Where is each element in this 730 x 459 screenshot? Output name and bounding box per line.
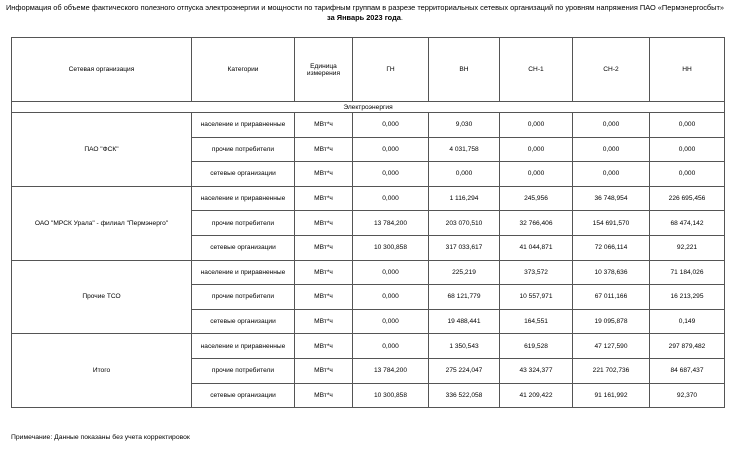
cell-gn: 13 784,200 <box>353 358 429 383</box>
cell-sn2: 0,000 <box>573 113 650 138</box>
cell-unit: МВт*ч <box>295 137 353 162</box>
cell-category: население и приравненные <box>192 186 295 211</box>
header-category: Категории <box>192 38 295 102</box>
cell-sn1: 0,000 <box>500 137 573 162</box>
cell-category: население и приравненные <box>192 260 295 285</box>
cell-nn: 0,149 <box>650 309 725 334</box>
cell-sn2: 91 161,992 <box>573 383 650 408</box>
cell-unit: МВт*ч <box>295 358 353 383</box>
cell-sn1: 0,000 <box>500 162 573 187</box>
cell-unit: МВт*ч <box>295 260 353 285</box>
cell-vn: 225,219 <box>429 260 500 285</box>
cell-category: сетевые организации <box>192 162 295 187</box>
org-name: Прочие ТСО <box>12 260 192 334</box>
cell-sn1: 41 044,871 <box>500 235 573 260</box>
cell-sn1: 619,528 <box>500 334 573 359</box>
cell-sn2: 0,000 <box>573 137 650 162</box>
header-gn: ГН <box>353 38 429 102</box>
header-org: Сетевая организация <box>12 38 192 102</box>
cell-sn2: 36 748,954 <box>573 186 650 211</box>
section-label: Электроэнергия <box>12 102 725 113</box>
cell-nn: 84 687,437 <box>650 358 725 383</box>
cell-unit: МВт*ч <box>295 211 353 236</box>
cell-category: прочие потребители <box>192 211 295 236</box>
org-name: Итого <box>12 334 192 408</box>
footnote: Примечание: Данные показаны без учета корректировок <box>11 434 190 441</box>
energy-table <box>11 37 725 408</box>
report-title <box>0 3 730 22</box>
report-title-line2 <box>0 13 730 23</box>
table-row <box>12 186 725 211</box>
cell-vn: 317 033,617 <box>429 235 500 260</box>
cell-category: прочие потребители <box>192 285 295 310</box>
cell-nn: 92,221 <box>650 235 725 260</box>
cell-sn2: 47 127,590 <box>573 334 650 359</box>
header-unit <box>295 38 353 102</box>
cell-nn: 226 695,456 <box>650 186 725 211</box>
cell-sn1: 373,572 <box>500 260 573 285</box>
cell-sn1: 43 324,377 <box>500 358 573 383</box>
cell-category: сетевые организации <box>192 383 295 408</box>
header-unit-line1: Единица <box>310 62 337 70</box>
cell-sn1: 245,956 <box>500 186 573 211</box>
cell-unit: МВт*ч <box>295 162 353 187</box>
cell-category: сетевые организации <box>192 309 295 334</box>
cell-gn: 0,000 <box>353 309 429 334</box>
org-name: ПАО "ФСК" <box>12 113 192 187</box>
report-title-tail: . <box>400 12 403 22</box>
cell-nn: 71 184,026 <box>650 260 725 285</box>
cell-gn: 0,000 <box>353 186 429 211</box>
header-row <box>12 38 725 102</box>
cell-gn: 10 300,858 <box>353 383 429 408</box>
header-sn2: СН-2 <box>573 38 650 102</box>
cell-category: прочие потребители <box>192 137 295 162</box>
cell-gn: 0,000 <box>353 260 429 285</box>
cell-vn: 19 488,441 <box>429 309 500 334</box>
cell-category: население и приравненные <box>192 113 295 138</box>
cell-sn2: 72 066,114 <box>573 235 650 260</box>
cell-unit: МВт*ч <box>295 186 353 211</box>
cell-nn: 16 213,295 <box>650 285 725 310</box>
cell-gn: 0,000 <box>353 113 429 138</box>
cell-vn: 4 031,758 <box>429 137 500 162</box>
cell-unit: МВт*ч <box>295 334 353 359</box>
header-sn1: СН-1 <box>500 38 573 102</box>
cell-gn: 0,000 <box>353 334 429 359</box>
cell-sn2: 154 691,570 <box>573 211 650 236</box>
cell-vn: 336 522,058 <box>429 383 500 408</box>
cell-sn1: 41 209,422 <box>500 383 573 408</box>
cell-unit: МВт*ч <box>295 383 353 408</box>
cell-sn2: 10 378,636 <box>573 260 650 285</box>
cell-vn: 68 121,779 <box>429 285 500 310</box>
cell-nn: 0,000 <box>650 113 725 138</box>
header-unit-line2: измерения <box>306 69 341 77</box>
cell-vn: 203 070,510 <box>429 211 500 236</box>
cell-gn: 0,000 <box>353 285 429 310</box>
cell-category: население и приравненные <box>192 334 295 359</box>
header-nn: НН <box>650 38 725 102</box>
cell-category: прочие потребители <box>192 358 295 383</box>
section-row <box>12 102 725 113</box>
org-name: ОАО "МРСК Урала" - филиал "Пермэнерго" <box>12 186 192 260</box>
cell-nn: 0,000 <box>650 162 725 187</box>
table-row <box>12 334 725 359</box>
cell-gn: 10 300,858 <box>353 235 429 260</box>
cell-sn1: 32 766,406 <box>500 211 573 236</box>
cell-gn: 13 784,200 <box>353 211 429 236</box>
cell-nn: 0,000 <box>650 137 725 162</box>
cell-gn: 0,000 <box>353 162 429 187</box>
cell-nn: 92,370 <box>650 383 725 408</box>
cell-unit: МВт*ч <box>295 113 353 138</box>
table-row <box>12 113 725 138</box>
header-vn: ВН <box>429 38 500 102</box>
cell-sn1: 164,551 <box>500 309 573 334</box>
cell-unit: МВт*ч <box>295 285 353 310</box>
cell-vn: 275 224,047 <box>429 358 500 383</box>
cell-sn2: 0,000 <box>573 162 650 187</box>
cell-unit: МВт*ч <box>295 309 353 334</box>
table-row <box>12 260 725 285</box>
cell-category: сетевые организации <box>192 235 295 260</box>
cell-sn2: 221 702,736 <box>573 358 650 383</box>
cell-nn: 297 879,482 <box>650 334 725 359</box>
report-title-line1: Информация об объеме фактического полезного отпуска электроэнергии и мощности по тарифным группам в разрезе территориальных сетевых организаций по уровням напряжения ПАО «Пермэнергосбыт» <box>6 3 724 12</box>
cell-vn: 1 116,294 <box>429 186 500 211</box>
cell-vn: 0,000 <box>429 162 500 187</box>
cell-sn1: 10 557,971 <box>500 285 573 310</box>
cell-sn2: 67 011,166 <box>573 285 650 310</box>
cell-nn: 68 474,142 <box>650 211 725 236</box>
cell-unit: МВт*ч <box>295 235 353 260</box>
report-period: за Январь 2023 года <box>327 12 401 22</box>
cell-gn: 0,000 <box>353 137 429 162</box>
cell-vn: 1 350,543 <box>429 334 500 359</box>
cell-sn1: 0,000 <box>500 113 573 138</box>
cell-sn2: 19 095,878 <box>573 309 650 334</box>
cell-vn: 9,030 <box>429 113 500 138</box>
